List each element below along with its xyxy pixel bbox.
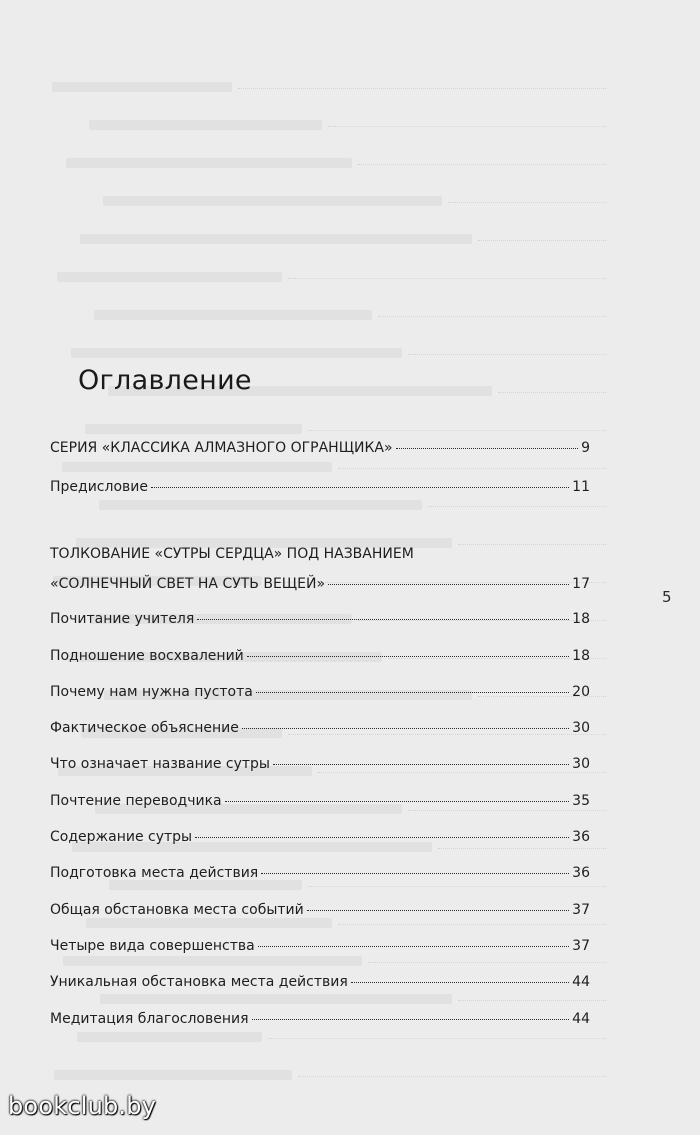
show-through-leader <box>308 430 606 432</box>
show-through-leader <box>408 810 606 812</box>
toc-entry <box>50 973 590 991</box>
toc-entry-label: Фактическое объяснение <box>50 720 239 736</box>
toc-entry-label: Подношение восхвалений <box>50 648 244 664</box>
show-through-line <box>54 1070 292 1080</box>
show-through-line <box>103 196 442 206</box>
show-through-leader <box>338 924 606 926</box>
show-through-leader <box>288 278 606 280</box>
toc-entry-page: 37 <box>572 938 590 954</box>
show-through-line <box>80 234 472 244</box>
show-through-line <box>99 500 422 510</box>
show-through-line <box>57 272 282 282</box>
show-through-leader <box>408 354 606 356</box>
toc-entry <box>50 937 590 955</box>
show-through-line <box>100 994 452 1004</box>
toc-entry-label: Уникальная обстановка места действия <box>50 974 348 990</box>
toc-entry-label: Почитание учителя <box>50 611 195 627</box>
toc-entry-page: 18 <box>572 611 590 627</box>
dot-leader <box>247 656 569 657</box>
toc-entry-label: Медитация благословения <box>50 1011 249 1027</box>
toc-entry-label: «СОЛНЕЧНЫЙ СВЕТ НА СУТЬ ВЕЩЕЙ» <box>50 576 326 592</box>
toc-entry-commentary <box>50 575 590 593</box>
show-through-line <box>77 1032 262 1042</box>
show-through-leader <box>498 392 606 394</box>
page-title: Оглавление <box>78 365 252 396</box>
show-through-leader <box>458 1000 606 1002</box>
dot-leader <box>328 584 569 585</box>
show-through-leader <box>378 316 606 318</box>
show-through-line <box>63 956 362 966</box>
toc-entry <box>50 828 590 846</box>
dot-leader <box>242 728 569 729</box>
toc-entry-page: 18 <box>572 648 590 664</box>
dot-leader <box>307 910 569 911</box>
show-through-leader <box>328 126 606 128</box>
toc-entry <box>50 901 590 919</box>
toc-entry-page: 11 <box>572 479 590 495</box>
toc-entry-page: 44 <box>572 1011 590 1027</box>
toc-entry-page: 17 <box>572 576 590 592</box>
show-through-line <box>85 424 302 434</box>
show-through-leader <box>338 468 606 470</box>
toc-entry-page: 9 <box>581 440 590 456</box>
dot-leader <box>256 692 569 693</box>
dot-leader <box>396 448 579 449</box>
watermark: bookclub.by <box>8 1092 157 1120</box>
toc-entry-page: 20 <box>572 684 590 700</box>
show-through-line <box>86 918 332 928</box>
toc-entry-page: 44 <box>572 974 590 990</box>
dot-leader <box>261 873 569 874</box>
toc-entry-page: 37 <box>572 902 590 918</box>
toc-entry <box>50 1010 590 1028</box>
dot-leader <box>252 1019 570 1020</box>
toc-entry <box>50 792 590 810</box>
toc-entry-page: 35 <box>572 793 590 809</box>
toc-section-heading-line: ТОЛКОВАНИЕ «СУТРЫ СЕРДЦА» ПОД НАЗВАНИЕМ <box>50 546 414 562</box>
toc-entry-label: Что означает название сутры <box>50 756 270 772</box>
show-through-leader <box>268 1038 606 1040</box>
show-through-line <box>71 348 402 358</box>
toc-entry-label: Четыре вида совершенства <box>50 938 255 954</box>
show-through-leader <box>238 88 606 90</box>
show-through-leader <box>368 962 606 964</box>
page-number: 5 <box>662 588 672 606</box>
toc-entry-page: 36 <box>572 865 590 881</box>
toc-entry-label: Общая обстановка места событий <box>50 902 304 918</box>
toc-entry-page: 30 <box>572 756 590 772</box>
toc-entry <box>50 610 590 628</box>
dot-leader <box>151 487 569 488</box>
show-through-leader <box>478 240 606 242</box>
show-through-line <box>94 310 372 320</box>
toc-entry-label: Предисловие <box>50 479 148 495</box>
show-through-line <box>62 462 332 472</box>
toc-entry <box>50 719 590 737</box>
show-through-line <box>52 82 232 92</box>
toc-entry <box>50 647 590 665</box>
toc-entry-label: Содержание сутры <box>50 829 193 845</box>
show-through-leader <box>428 506 606 508</box>
toc-entry <box>50 683 590 701</box>
show-through-leader <box>448 202 606 204</box>
dot-leader <box>258 946 569 947</box>
show-through-leader <box>438 848 606 850</box>
toc-entry <box>50 755 590 773</box>
toc-entry-page: 36 <box>572 829 590 845</box>
dot-leader <box>351 982 569 983</box>
dot-leader <box>225 801 570 802</box>
dot-leader <box>197 619 569 620</box>
toc-entry-label: Почему нам нужна пустота <box>50 684 253 700</box>
toc-entry-page: 30 <box>572 720 590 736</box>
toc-entry-label: СЕРИЯ «КЛАССИКА АЛМАЗНОГО ОГРАНЩИКА» <box>50 440 393 456</box>
dot-leader <box>273 764 569 765</box>
toc-entry-preface <box>50 478 590 496</box>
show-through-leader <box>358 164 606 166</box>
show-through-line <box>89 120 322 130</box>
show-through-line <box>66 158 352 168</box>
toc-entry-label: Почтение переводчика <box>50 793 222 809</box>
show-through-leader <box>308 886 606 888</box>
toc-entry <box>50 864 590 882</box>
toc-entry-label: Подготовка места действия <box>50 865 259 881</box>
show-through-leader <box>298 1076 606 1078</box>
dot-leader <box>195 837 569 838</box>
toc-entry-series <box>50 439 590 457</box>
